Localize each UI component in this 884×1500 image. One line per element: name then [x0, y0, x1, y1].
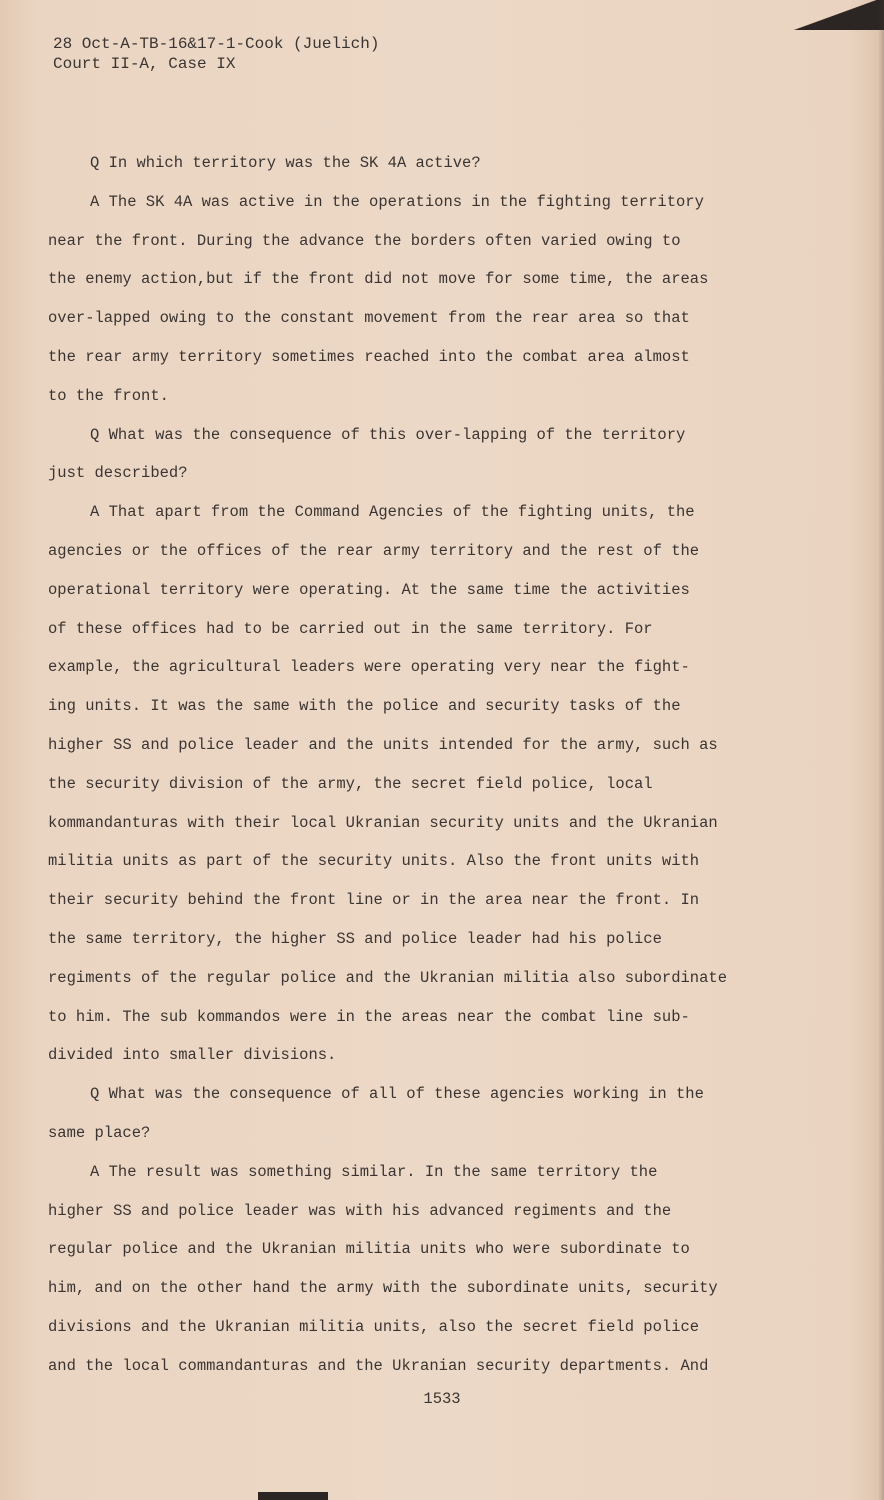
text-line: higher SS and police leader and the units intended for the army, such as: [48, 735, 718, 754]
text-line: agencies or the offices of the rear army territory and the rest of the: [48, 541, 700, 560]
text-line: of these offices had to be carried out in the same territory. For: [48, 619, 653, 638]
transcript-paragraph: [48, 144, 768, 183]
text-line: example, the agricultural leaders were operating very near the fight-: [48, 658, 690, 677]
text-line: operational territory were operating. At the same time the activities: [48, 580, 690, 599]
text-line: just described?: [48, 464, 188, 483]
header-line-2: Court II-A, Case IX: [53, 55, 236, 73]
text-line: Q What was the consequence of all of these agencies working in the: [90, 1085, 704, 1104]
text-line: Q What was the consequence of this over-lapping of the territory: [90, 425, 686, 444]
text-line: the enemy action,but if the front did not move for some time, the areas: [48, 270, 709, 289]
text-line: to him. The sub kommandos were in the areas near the combat line sub-: [48, 1007, 690, 1026]
text-line: divisions and the Ukranian militia units, also the secret field police: [48, 1317, 700, 1336]
text-line: A That apart from the Command Agencies of the fighting units, the: [90, 503, 695, 522]
text-line: him, and on the other hand the army with the subordinate units, security: [48, 1279, 718, 1298]
text-line: the rear army territory sometimes reached into the combat area almost: [48, 347, 690, 366]
page-number: 1533: [423, 1390, 461, 1408]
text-line: militia units as part of the security units. Also the front units with: [48, 852, 700, 871]
text-line: near the front. During the advance the borders often varied owing to: [48, 231, 681, 250]
text-line: A The SK 4A was active in the operations in the fighting territory: [90, 192, 704, 211]
text-line: their security behind the front line or in the area near the front. In: [48, 891, 700, 910]
text-line: Q In which territory was the SK 4A active?: [90, 154, 481, 172]
text-line: ing units. It was the same with the police and security tasks of the: [48, 697, 681, 716]
text-line: over-lapped owing to the constant movement from the rear area so that: [48, 309, 690, 328]
text-line: same place?: [48, 1123, 151, 1142]
bottom-edge-mark: [258, 1492, 328, 1500]
transcript-paragraph: [48, 183, 768, 416]
text-line: regiments of the regular police and the Ukranian militia also subordinate: [48, 968, 728, 987]
document-header: [53, 34, 379, 74]
text-line: to the front.: [48, 386, 169, 405]
text-line: higher SS and police leader was with his advanced regiments and the: [48, 1201, 672, 1220]
page-edge: [878, 0, 884, 1500]
transcript-paragraph: [48, 1075, 768, 1153]
transcript-paragraph: [48, 416, 768, 494]
text-line: and the local commandanturas and the Ukranian security departments. And: [48, 1356, 709, 1375]
transcript-paragraph: [48, 1153, 768, 1386]
transcript-paragraph: [48, 493, 768, 1075]
transcript-body: [48, 144, 768, 1386]
text-line: regular police and the Ukranian militia units who were subordinate to: [48, 1240, 690, 1259]
page-corner-shadow: [764, 0, 884, 30]
header-line-1: 28 Oct-A-TB-16&17-1-Cook (Juelich): [53, 35, 380, 53]
text-line: A The result was something similar. In the same territory the: [90, 1162, 658, 1181]
text-line: divided into smaller divisions.: [48, 1046, 337, 1065]
text-line: the security division of the army, the secret field police, local: [48, 774, 653, 793]
text-line: kommandanturas with their local Ukranian security units and the Ukranian: [48, 813, 718, 832]
text-line: the same territory, the higher SS and police leader had his police: [48, 929, 662, 948]
